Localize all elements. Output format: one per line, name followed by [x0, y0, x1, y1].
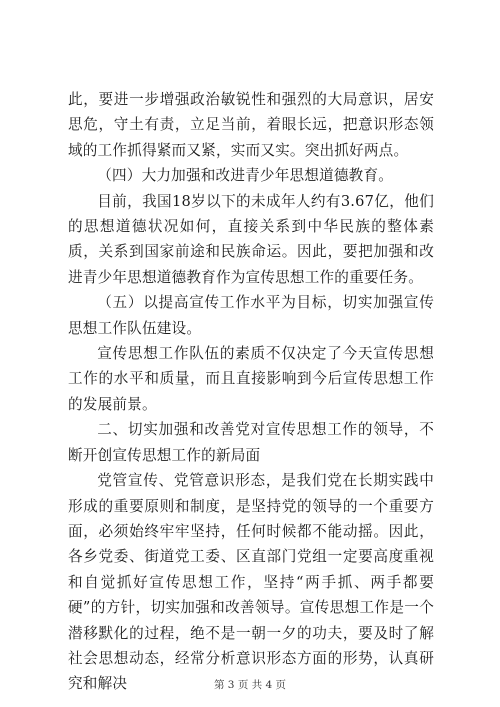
heading-section-four: （四）大力加强和改进青少年思想道德教育。 [97, 167, 394, 185]
paragraph-team-quality: 宣传思想工作队伍的素质不仅决定了今天宣传思想工作的水平和质量，而且直接影响到今后宣传思想工作的发展前景。 [68, 345, 434, 413]
page-number-footer: 第 3 页 共 4 页 [213, 679, 287, 691]
paragraph-youth-education: 目前，我国18岁以下的未成年人约有3.67亿，他们的思想道德状况如何，直接关系到中华民族的整体素质，关系到国家前途和民族命运。因此，要把加强和改进青少年思想道德教育作为宣传思想工作的重要任务。 [68, 192, 434, 286]
paragraph-party-leadership: 党管宣传、党管意识形态，是我们党在长期实践中形成的重要原则和制度，是坚持党的领导的一个重要方面，必须始终牢牢坚持，任何时候都不能动摇。因此，各乡党委、街道党工委、区直部门党组一定要高度重视和自觉抓好宣传思想工作，坚持“两手抓、两手都要硬”的方针，切实加强和改善领导。宣传思想工作是一个潜移默化的过程，绝不是一朝一夕的功夫，要及时了解社会思想动态，经常分析意识形态方面的形势，认真研究和解决 [68, 472, 434, 693]
document-body [68, 87, 434, 697]
paragraph-continuation: 此，要进一步增强政治敏锐性和强烈的大局意识，居安思危，守土有责，立足当前，着眼长远，把意识形态领域的工作抓得紧而又紧，实而又实。突出抓好两点。 [68, 91, 434, 159]
heading-section-five: （五）以提高宣传工作水平为目标，切实加强宣传思想工作队伍建设。 [68, 294, 434, 337]
heading-part-two: 二、切实加强和改善党对宣传思想工作的领导，不断开创宣传思想工作的新局面 [68, 421, 434, 464]
